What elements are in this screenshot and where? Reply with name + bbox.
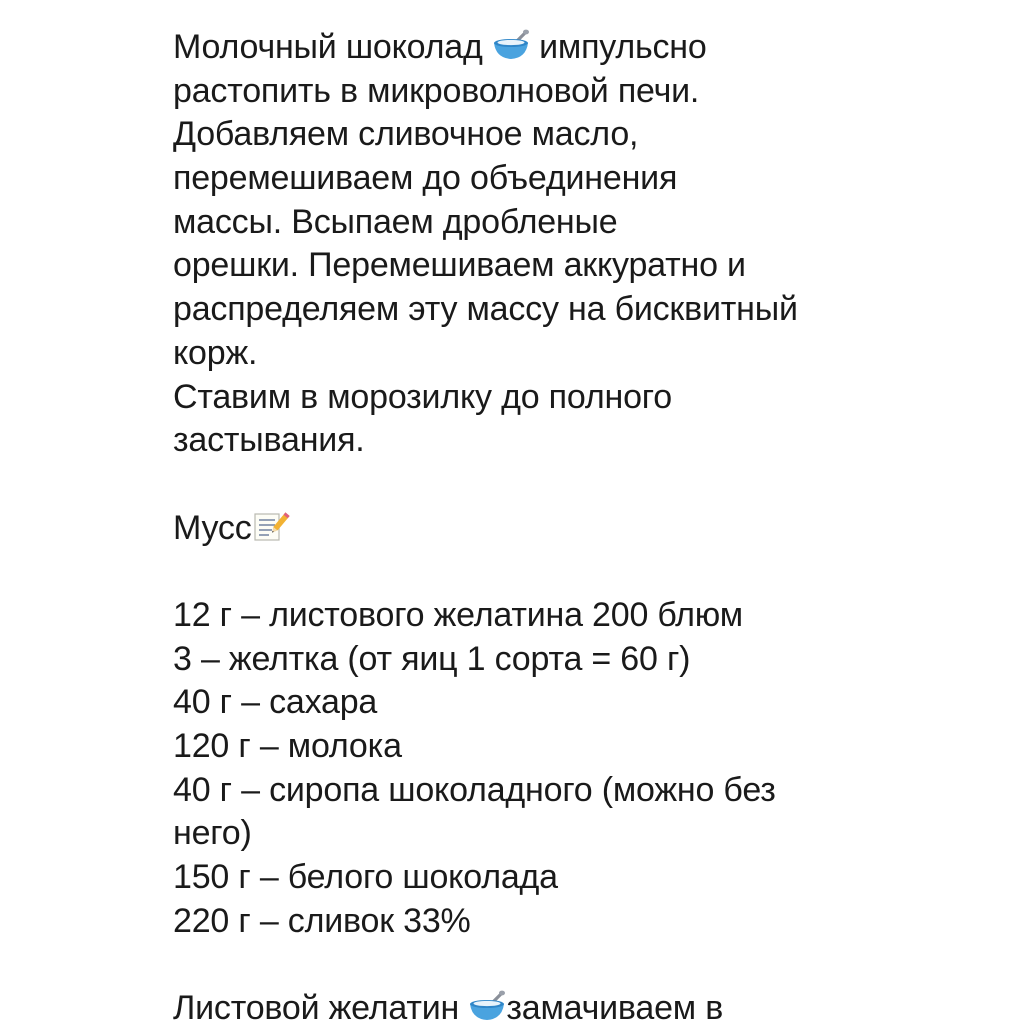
- text-line: корж.: [173, 333, 258, 372]
- text-segment: замачиваем в: [506, 989, 724, 1024]
- ingredient-line: 220 г – сливок 33%: [173, 901, 471, 940]
- text-line: Ставим в морозилку до полного: [173, 377, 672, 416]
- ingredient-line: него): [173, 814, 252, 853]
- ingredient-line: 150 г – белого шоколада: [173, 858, 558, 897]
- memo-icon: [252, 509, 290, 543]
- ingredient-line: 120 г – молока: [173, 727, 402, 765]
- bowl-with-spoon-icon: [468, 989, 506, 1023]
- text-line: распределяем эту массу на бисквитный: [173, 290, 798, 329]
- text-line: [173, 987, 933, 1024]
- text-line: Добавляем сливочное масло,: [173, 115, 639, 154]
- text-line: перемешиваем до объединения: [173, 159, 678, 198]
- ingredient-line: 12 г – листового желатина 200 блюм: [173, 595, 743, 634]
- text-segment: Молочный шоколад: [173, 28, 492, 66]
- recipe-text: [173, 26, 933, 1024]
- blank-line: [173, 550, 933, 594]
- text-line: массы. Всыпаем дробленые: [173, 202, 618, 241]
- blank-line: [173, 943, 933, 987]
- mousse-heading: [173, 507, 933, 551]
- ingredient-line: 40 г – сахара: [173, 683, 378, 722]
- ingredient-line: 40 г – сиропа шоколадного (можно без: [173, 770, 776, 809]
- text-line: [173, 26, 933, 70]
- heading-text: Мусс: [173, 508, 252, 547]
- text-segment: импульсно: [529, 28, 707, 66]
- ingredient-line: 3 – желтка (от яиц 1 сорта = 60 г): [173, 639, 691, 678]
- text-segment: Листовой желатин: [173, 989, 469, 1024]
- text-line: растопить в микроволновой печи.: [173, 71, 700, 110]
- text-line: орешки. Перемешиваем аккуратно и: [173, 246, 746, 285]
- blank-line: [173, 463, 933, 507]
- text-line: застывания.: [173, 421, 365, 460]
- bowl-with-spoon-icon: [492, 28, 530, 62]
